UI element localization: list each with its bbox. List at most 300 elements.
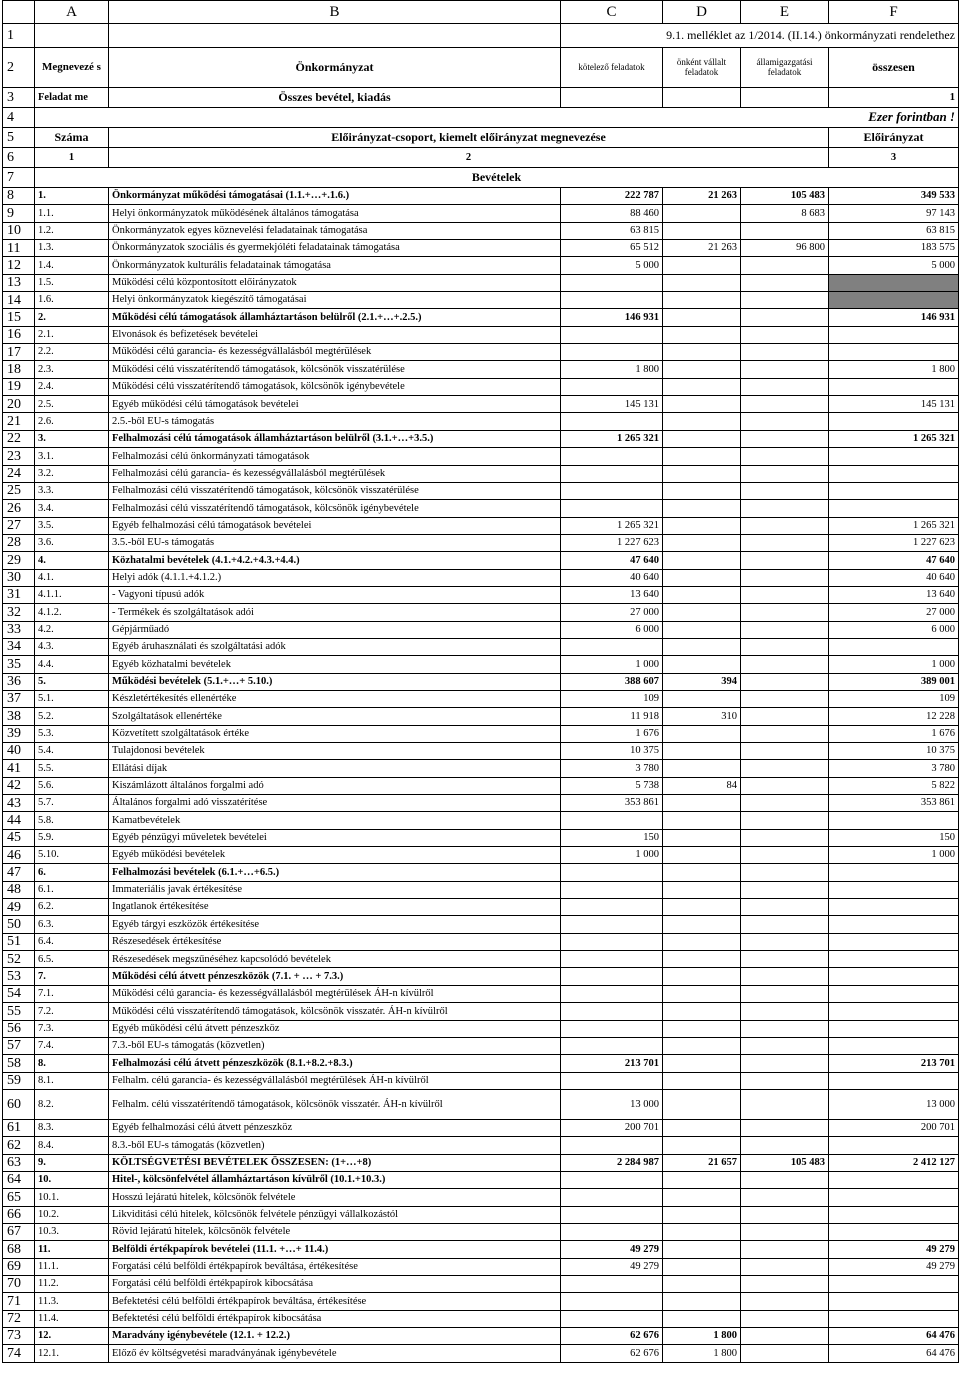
value-f[interactable]: 6 000: [829, 621, 959, 638]
value-e[interactable]: 105 483: [741, 1154, 829, 1171]
value-d[interactable]: [663, 552, 741, 569]
value-e[interactable]: [741, 621, 829, 638]
row-number[interactable]: 36: [3, 673, 35, 690]
item-name[interactable]: - Termékek és szolgáltatások adói: [109, 604, 561, 621]
row-number[interactable]: 30: [3, 569, 35, 586]
item-name[interactable]: Felhalmozási célú átvett pénzeszközök (8.1.+8.2.+8.3.): [109, 1055, 561, 1072]
row-number[interactable]: 53: [3, 968, 35, 985]
item-number[interactable]: 3.2.: [35, 465, 109, 482]
value-c[interactable]: 1 227 623: [561, 534, 663, 551]
row-number[interactable]: 13: [3, 274, 35, 291]
value-d[interactable]: [663, 812, 741, 829]
item-number[interactable]: 4.: [35, 552, 109, 569]
row-number[interactable]: 73: [3, 1328, 35, 1345]
value-e[interactable]: [741, 413, 829, 430]
column-header-e[interactable]: E: [741, 1, 829, 24]
value-e[interactable]: [741, 916, 829, 933]
item-name[interactable]: - Vagyoni típusú adók: [109, 586, 561, 603]
item-name[interactable]: Egyéb áruhasználati és szolgáltatási adók: [109, 638, 561, 655]
item-number[interactable]: 4.3.: [35, 638, 109, 655]
item-name[interactable]: Helyi önkormányzatok kiegészítő támogatásai: [109, 292, 561, 309]
row-number[interactable]: 59: [3, 1072, 35, 1089]
item-name[interactable]: Egyéb működési célú támogatások bevételei: [109, 396, 561, 413]
row-number[interactable]: 21: [3, 413, 35, 430]
row-number[interactable]: 20: [3, 396, 35, 413]
cell[interactable]: [741, 108, 829, 128]
item-name[interactable]: Tulajdonosi bevételek: [109, 743, 561, 760]
value-e[interactable]: [741, 430, 829, 447]
item-name[interactable]: Működési célú visszatérítendő támogatások, kölcsönök igénybevétele: [109, 378, 561, 395]
value-f[interactable]: 109: [829, 690, 959, 707]
row-number[interactable]: 19: [3, 378, 35, 395]
value-f[interactable]: [829, 933, 959, 950]
item-number[interactable]: 7.3.: [35, 1020, 109, 1037]
value-e[interactable]: [741, 465, 829, 482]
value-e[interactable]: [741, 1275, 829, 1292]
row-number[interactable]: 43: [3, 795, 35, 812]
value-f[interactable]: [829, 344, 959, 361]
value-d[interactable]: [663, 1258, 741, 1275]
value-c[interactable]: [561, 951, 663, 968]
value-e[interactable]: [741, 552, 829, 569]
item-name[interactable]: Működési célú visszatérítendő támogatások, kölcsönök visszatér. ÁH-n kívülről: [109, 1003, 561, 1020]
item-number[interactable]: 3.4.: [35, 500, 109, 517]
value-e[interactable]: [741, 1310, 829, 1327]
row-number[interactable]: 74: [3, 1345, 35, 1362]
row-number[interactable]: 56: [3, 1020, 35, 1037]
row-number[interactable]: 47: [3, 864, 35, 881]
value-f[interactable]: 5 000: [829, 257, 959, 274]
value-d[interactable]: [663, 465, 741, 482]
row-number[interactable]: 38: [3, 708, 35, 725]
row-number[interactable]: 35: [3, 656, 35, 673]
item-number[interactable]: 10.3.: [35, 1223, 109, 1240]
value-d[interactable]: [663, 430, 741, 447]
value-f[interactable]: [829, 448, 959, 465]
value-c[interactable]: 13 000: [561, 1089, 663, 1119]
value-e[interactable]: [741, 326, 829, 343]
value-c[interactable]: 213 701: [561, 1055, 663, 1072]
item-name[interactable]: Felhalm. célú garancia- és kezességvállalásból megtérülések ÁH-n kívülről: [109, 1072, 561, 1089]
value-c[interactable]: [561, 482, 663, 499]
item-name[interactable]: Közvetített szolgáltatások értéke: [109, 725, 561, 742]
value-f[interactable]: [829, 1206, 959, 1223]
item-number[interactable]: 8.1.: [35, 1072, 109, 1089]
item-number[interactable]: 7.1.: [35, 985, 109, 1002]
value-e[interactable]: [741, 1020, 829, 1037]
value-e[interactable]: [741, 396, 829, 413]
value-c[interactable]: 388 607: [561, 673, 663, 690]
value-d[interactable]: [663, 1089, 741, 1119]
value-f[interactable]: [829, 881, 959, 898]
value-c[interactable]: [561, 1275, 663, 1292]
value-d[interactable]: [663, 899, 741, 916]
item-name[interactable]: Működési célú garancia- és kezességvállalásból megtérülések: [109, 344, 561, 361]
value-c[interactable]: [561, 1072, 663, 1089]
value-f[interactable]: [829, 465, 959, 482]
item-name[interactable]: Önkormányzatok egyes köznevelési feladatainak támogatása: [109, 222, 561, 239]
row-number[interactable]: 61: [3, 1119, 35, 1136]
item-number[interactable]: 7.2.: [35, 1003, 109, 1020]
value-d[interactable]: [663, 1223, 741, 1240]
row-number[interactable]: 9: [3, 205, 35, 222]
value-c[interactable]: 47 640: [561, 552, 663, 569]
value-e[interactable]: [741, 933, 829, 950]
item-number[interactable]: 11.3.: [35, 1293, 109, 1310]
value-c[interactable]: 2 284 987: [561, 1154, 663, 1171]
item-name[interactable]: Befektetési célú belföldi értékpapírok kibocsátása: [109, 1310, 561, 1327]
column-header-d[interactable]: D: [663, 1, 741, 24]
item-number[interactable]: 5.: [35, 673, 109, 690]
value-c[interactable]: 353 861: [561, 795, 663, 812]
value-f[interactable]: 64 476: [829, 1328, 959, 1345]
value-d[interactable]: [663, 500, 741, 517]
value-e[interactable]: [741, 1072, 829, 1089]
value-c[interactable]: 10 375: [561, 743, 663, 760]
value-f[interactable]: 349 533: [829, 188, 959, 205]
value-f[interactable]: [829, 413, 959, 430]
value-d[interactable]: [663, 725, 741, 742]
value-d[interactable]: 21 263: [663, 240, 741, 257]
value-f[interactable]: [829, 1293, 959, 1310]
value-c[interactable]: [561, 864, 663, 881]
value-d[interactable]: 1 800: [663, 1345, 741, 1362]
row-number[interactable]: 51: [3, 933, 35, 950]
value-e[interactable]: [741, 1293, 829, 1310]
value-c[interactable]: [561, 933, 663, 950]
item-number[interactable]: 5.2.: [35, 708, 109, 725]
value-c[interactable]: 200 701: [561, 1119, 663, 1136]
value-c[interactable]: [561, 968, 663, 985]
value-d[interactable]: [663, 534, 741, 551]
value-f[interactable]: [829, 1310, 959, 1327]
row-number[interactable]: 31: [3, 586, 35, 603]
value-e[interactable]: [741, 586, 829, 603]
row-number[interactable]: 68: [3, 1241, 35, 1258]
row-number[interactable]: 55: [3, 1003, 35, 1020]
row-number[interactable]: 29: [3, 552, 35, 569]
item-number[interactable]: 10.: [35, 1171, 109, 1188]
item-number[interactable]: 4.2.: [35, 621, 109, 638]
value-f[interactable]: 64 476: [829, 1345, 959, 1362]
item-name[interactable]: Kamatbevételek: [109, 812, 561, 829]
value-c[interactable]: 63 815: [561, 222, 663, 239]
value-f[interactable]: 63 815: [829, 222, 959, 239]
row-number[interactable]: 1: [3, 24, 35, 48]
value-e[interactable]: [741, 378, 829, 395]
value-d[interactable]: 310: [663, 708, 741, 725]
value-d[interactable]: [663, 1003, 741, 1020]
item-name[interactable]: Előző év költségvetési maradványának igénybevétele: [109, 1345, 561, 1362]
value-e[interactable]: [741, 985, 829, 1002]
value-d[interactable]: [663, 1119, 741, 1136]
value-f[interactable]: 145 131: [829, 396, 959, 413]
row-number[interactable]: 71: [3, 1293, 35, 1310]
value-e[interactable]: [741, 1055, 829, 1072]
row-number[interactable]: 58: [3, 1055, 35, 1072]
corner-cell[interactable]: [3, 1, 35, 24]
row-number[interactable]: 64: [3, 1171, 35, 1188]
item-name[interactable]: Működési célú átvett pénzeszközök (7.1. + … + 7.3.): [109, 968, 561, 985]
value-f[interactable]: [829, 482, 959, 499]
value-d[interactable]: [663, 1241, 741, 1258]
value-e[interactable]: [741, 1328, 829, 1345]
value-c[interactable]: [561, 413, 663, 430]
row-number[interactable]: 49: [3, 899, 35, 916]
row-number[interactable]: 66: [3, 1206, 35, 1223]
value-e[interactable]: [741, 743, 829, 760]
value-e[interactable]: [741, 690, 829, 707]
item-number[interactable]: 1.2.: [35, 222, 109, 239]
value-f[interactable]: [829, 1189, 959, 1206]
item-number[interactable]: 3.5.: [35, 517, 109, 534]
row-number[interactable]: 23: [3, 448, 35, 465]
column-header-c[interactable]: C: [561, 1, 663, 24]
value-c[interactable]: 27 000: [561, 604, 663, 621]
item-number[interactable]: 2.1.: [35, 326, 109, 343]
value-c[interactable]: 13 640: [561, 586, 663, 603]
value-d[interactable]: [663, 361, 741, 378]
value-d[interactable]: [663, 1020, 741, 1037]
item-number[interactable]: 1.6.: [35, 292, 109, 309]
value-d[interactable]: [663, 1310, 741, 1327]
value-c[interactable]: [561, 1137, 663, 1154]
item-number[interactable]: 6.: [35, 864, 109, 881]
value-e[interactable]: [741, 1189, 829, 1206]
value-d[interactable]: [663, 482, 741, 499]
value-d[interactable]: [663, 292, 741, 309]
value-f[interactable]: 1 227 623: [829, 534, 959, 551]
value-f[interactable]: [829, 292, 959, 309]
value-f[interactable]: 49 279: [829, 1258, 959, 1275]
row-number[interactable]: 12: [3, 257, 35, 274]
value-e[interactable]: [741, 1345, 829, 1362]
item-name[interactable]: Hosszú lejáratú hitelek, kölcsönök felvétele: [109, 1189, 561, 1206]
row-number[interactable]: 72: [3, 1310, 35, 1327]
item-number[interactable]: 1.: [35, 188, 109, 205]
value-c[interactable]: [561, 1037, 663, 1054]
value-e[interactable]: 105 483: [741, 188, 829, 205]
value-d[interactable]: 394: [663, 673, 741, 690]
value-f[interactable]: [829, 1275, 959, 1292]
value-e[interactable]: [741, 812, 829, 829]
row-number[interactable]: 3: [3, 88, 35, 108]
value-d[interactable]: [663, 344, 741, 361]
item-name[interactable]: Felhalmozási célú visszatérítendő támogatások, kölcsönök visszatérülése: [109, 482, 561, 499]
value-c[interactable]: [561, 448, 663, 465]
item-name[interactable]: Felhalmozási célú visszatérítendő támogatások, kölcsönök igénybevétele: [109, 500, 561, 517]
item-number[interactable]: 2.: [35, 309, 109, 326]
value-c[interactable]: 1 000: [561, 656, 663, 673]
item-name[interactable]: Közhatalmi bevételek (4.1.+4.2.+4.3.+4.4.): [109, 552, 561, 569]
value-d[interactable]: 1 800: [663, 1328, 741, 1345]
value-f[interactable]: [829, 1223, 959, 1240]
item-name[interactable]: Immateriális javak értékesítése: [109, 881, 561, 898]
item-name[interactable]: Befektetési célú belföldi értékpapírok beváltása, értékesítése: [109, 1293, 561, 1310]
value-f[interactable]: 40 640: [829, 569, 959, 586]
row-number[interactable]: 22: [3, 430, 35, 447]
value-d[interactable]: [663, 968, 741, 985]
value-d[interactable]: 21 263: [663, 188, 741, 205]
item-name[interactable]: Likviditási célú hitelek, kölcsönök felvétele pénzügyi vállalkozástól: [109, 1206, 561, 1223]
value-f[interactable]: 1 265 321: [829, 430, 959, 447]
value-d[interactable]: [663, 916, 741, 933]
row-number[interactable]: 2: [3, 48, 35, 88]
value-c[interactable]: 1 265 321: [561, 517, 663, 534]
value-d[interactable]: [663, 795, 741, 812]
row-number[interactable]: 48: [3, 881, 35, 898]
value-f[interactable]: 1 000: [829, 656, 959, 673]
value-e[interactable]: [741, 257, 829, 274]
value-f[interactable]: [829, 1171, 959, 1188]
value-c[interactable]: [561, 1003, 663, 1020]
item-number[interactable]: 5.9.: [35, 829, 109, 846]
item-name[interactable]: Maradvány igénybevétele (12.1. + 12.2.): [109, 1328, 561, 1345]
value-c[interactable]: 1 676: [561, 725, 663, 742]
item-name[interactable]: Működési célú központosított előirányzatok: [109, 274, 561, 291]
value-f[interactable]: 1 000: [829, 847, 959, 864]
value-e[interactable]: [741, 361, 829, 378]
value-e[interactable]: [741, 847, 829, 864]
value-f[interactable]: 49 279: [829, 1241, 959, 1258]
item-number[interactable]: 3.: [35, 430, 109, 447]
value-d[interactable]: [663, 1293, 741, 1310]
value-c[interactable]: [561, 378, 663, 395]
value-c[interactable]: [561, 500, 663, 517]
value-f[interactable]: 10 375: [829, 743, 959, 760]
item-name[interactable]: Működési bevételek (5.1.+…+ 5.10.): [109, 673, 561, 690]
item-name[interactable]: Felhalmozási célú támogatások államháztartáson belülről (3.1.+…+3.5.): [109, 430, 561, 447]
value-e[interactable]: [741, 638, 829, 655]
value-c[interactable]: 150: [561, 829, 663, 846]
value-c[interactable]: [561, 1223, 663, 1240]
item-number[interactable]: 3.6.: [35, 534, 109, 551]
value-e[interactable]: [741, 1223, 829, 1240]
item-number[interactable]: 3.1.: [35, 448, 109, 465]
row-number[interactable]: 46: [3, 847, 35, 864]
value-d[interactable]: [663, 656, 741, 673]
item-number[interactable]: 2.3.: [35, 361, 109, 378]
value-e[interactable]: [741, 309, 829, 326]
row-number[interactable]: 17: [3, 344, 35, 361]
value-c[interactable]: 5 738: [561, 777, 663, 794]
value-c[interactable]: 65 512: [561, 240, 663, 257]
value-e[interactable]: [741, 569, 829, 586]
item-name[interactable]: 3.5.-ből EU-s támogatás: [109, 534, 561, 551]
item-number[interactable]: 10.2.: [35, 1206, 109, 1223]
item-name[interactable]: Helyi adók (4.1.1.+4.1.2.): [109, 569, 561, 586]
item-number[interactable]: 7.4.: [35, 1037, 109, 1054]
value-c[interactable]: [561, 326, 663, 343]
item-number[interactable]: 1.4.: [35, 257, 109, 274]
item-number[interactable]: 5.3.: [35, 725, 109, 742]
item-name[interactable]: 2.5.-ből EU-s támogatás: [109, 413, 561, 430]
value-d[interactable]: [663, 1137, 741, 1154]
value-f[interactable]: [829, 378, 959, 395]
value-d[interactable]: [663, 847, 741, 864]
value-f[interactable]: [829, 1003, 959, 1020]
value-f[interactable]: [829, 500, 959, 517]
value-d[interactable]: [663, 1206, 741, 1223]
value-d[interactable]: [663, 604, 741, 621]
row-number[interactable]: 44: [3, 812, 35, 829]
value-d[interactable]: [663, 743, 741, 760]
value-c[interactable]: [561, 344, 663, 361]
item-number[interactable]: 7.: [35, 968, 109, 985]
value-f[interactable]: [829, 326, 959, 343]
item-name[interactable]: Felhalmozási célú önkormányzati támogatások: [109, 448, 561, 465]
value-f[interactable]: [829, 968, 959, 985]
value-e[interactable]: [741, 968, 829, 985]
item-name[interactable]: Helyi önkormányzatok működésének általános támogatása: [109, 205, 561, 222]
row-number[interactable]: 32: [3, 604, 35, 621]
item-number[interactable]: 4.1.: [35, 569, 109, 586]
value-c[interactable]: [561, 1206, 663, 1223]
item-number[interactable]: 8.2.: [35, 1089, 109, 1119]
value-f[interactable]: [829, 916, 959, 933]
value-c[interactable]: 1 000: [561, 847, 663, 864]
value-e[interactable]: [741, 517, 829, 534]
value-e[interactable]: [741, 1119, 829, 1136]
value-c[interactable]: 222 787: [561, 188, 663, 205]
value-c[interactable]: 40 640: [561, 569, 663, 586]
item-name[interactable]: 7.3.-ből EU-s támogatás (közvetlen): [109, 1037, 561, 1054]
item-number[interactable]: 12.: [35, 1328, 109, 1345]
value-e[interactable]: 96 800: [741, 240, 829, 257]
item-number[interactable]: 8.: [35, 1055, 109, 1072]
item-number[interactable]: 5.6.: [35, 777, 109, 794]
item-number[interactable]: 8.3.: [35, 1119, 109, 1136]
value-c[interactable]: [561, 812, 663, 829]
value-c[interactable]: [561, 1310, 663, 1327]
value-d[interactable]: [663, 933, 741, 950]
value-c[interactable]: [561, 292, 663, 309]
item-name[interactable]: Készletértékesítés ellenértéke: [109, 690, 561, 707]
value-c[interactable]: 109: [561, 690, 663, 707]
item-name[interactable]: Működési célú garancia- és kezességvállalásból megtérülések ÁH-n kívülről: [109, 985, 561, 1002]
value-d[interactable]: [663, 274, 741, 291]
cell[interactable]: [35, 108, 109, 128]
value-c[interactable]: [561, 1020, 663, 1037]
row-number[interactable]: 16: [3, 326, 35, 343]
value-c[interactable]: [561, 274, 663, 291]
value-d[interactable]: [663, 257, 741, 274]
item-name[interactable]: Önkormányzatok kulturális feladatainak támogatása: [109, 257, 561, 274]
value-e[interactable]: [741, 777, 829, 794]
value-f[interactable]: 2 412 127: [829, 1154, 959, 1171]
value-f[interactable]: [829, 1037, 959, 1054]
value-e[interactable]: [741, 604, 829, 621]
value-e[interactable]: [741, 1171, 829, 1188]
item-name[interactable]: Ellátási díjak: [109, 760, 561, 777]
row-number[interactable]: 70: [3, 1275, 35, 1292]
value-d[interactable]: [663, 638, 741, 655]
row-number[interactable]: 52: [3, 951, 35, 968]
value-f[interactable]: [829, 638, 959, 655]
value-d[interactable]: [663, 951, 741, 968]
item-name[interactable]: Forgatási célú belföldi értékpapírok beváltása, értékesítése: [109, 1258, 561, 1275]
item-number[interactable]: 8.4.: [35, 1137, 109, 1154]
item-name[interactable]: Működési célú támogatások államháztartáson belülről (2.1.+…+.2.5.): [109, 309, 561, 326]
value-e[interactable]: [741, 1037, 829, 1054]
item-name[interactable]: Hitel-, kölcsönfelvétel államháztartáson kívülről (10.1.+10.3.): [109, 1171, 561, 1188]
row-number[interactable]: 4: [3, 108, 35, 128]
row-number[interactable]: 8: [3, 188, 35, 205]
value-c[interactable]: 146 931: [561, 309, 663, 326]
value-d[interactable]: [663, 326, 741, 343]
item-number[interactable]: 11.2.: [35, 1275, 109, 1292]
value-d[interactable]: [663, 690, 741, 707]
